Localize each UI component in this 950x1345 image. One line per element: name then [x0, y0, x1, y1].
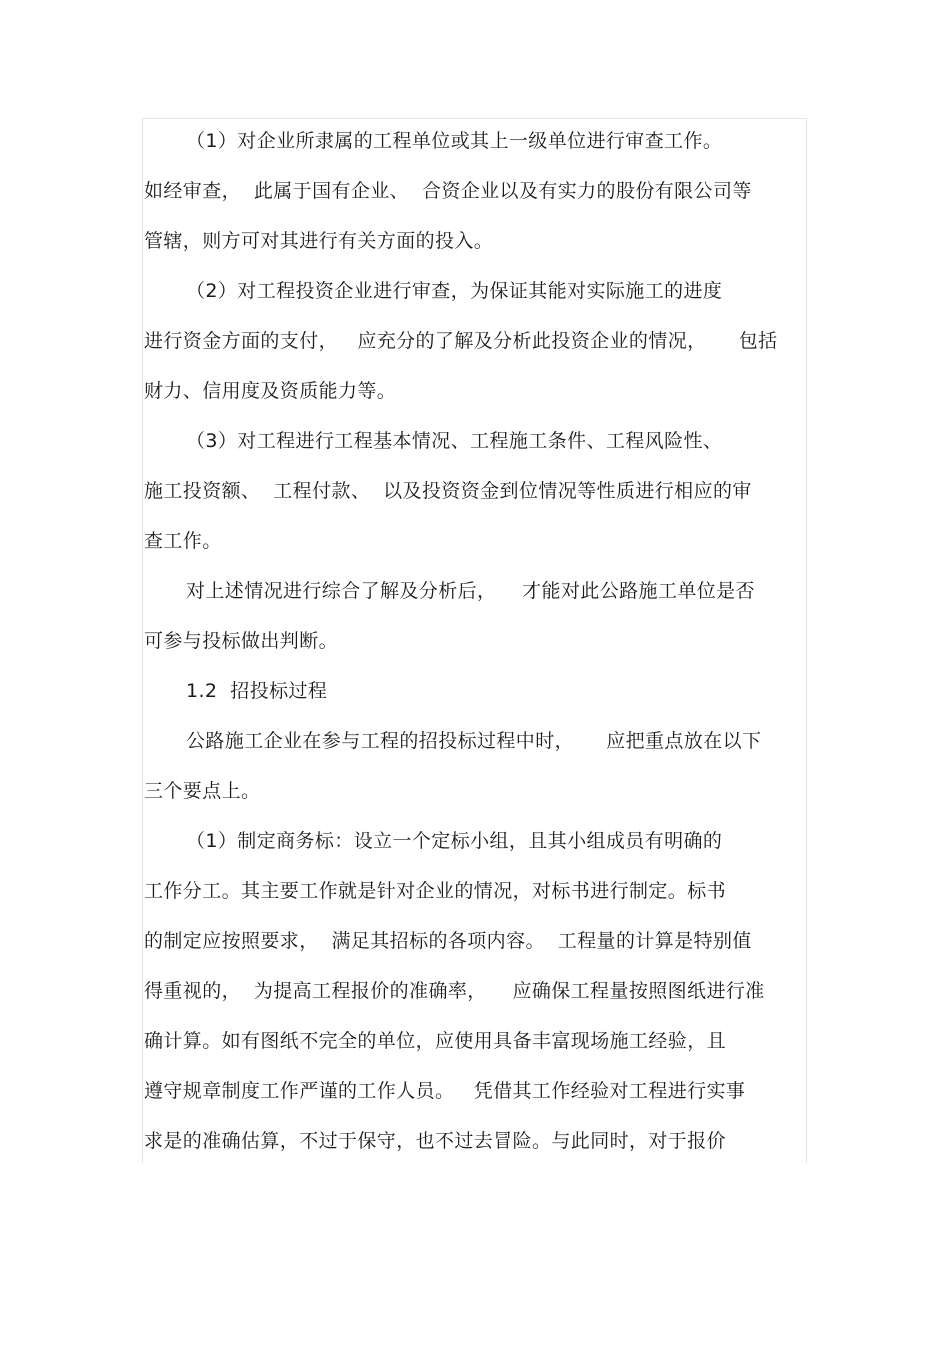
paragraph-line: （2）对工程投资企业进行审查，为保证其能对实际施工的进度: [186, 280, 723, 302]
paragraph-line: 的制定应按照要求， 满足其招标的各项内容。 工程量的计算是特别值: [144, 930, 752, 952]
paragraph-line: 确计算。如有图纸不完全的单位，应使用具备丰富现场施工经验，且: [144, 1030, 727, 1052]
paragraph-line: 财力、信用度及资质能力等。: [144, 380, 397, 402]
paragraph-line: 三个要点上。: [144, 780, 261, 802]
paragraph-line: 进行资金方面的支付， 应充分的了解及分析此投资企业的情况， 包括: [144, 330, 778, 352]
paragraph-line: 遵守规章制度工作严谨的工作人员。 凭借其工作经验对工程进行实事: [144, 1080, 746, 1102]
paragraph-line: 公路施工企业在参与工程的招投标过程中时， 应把重点放在以下: [186, 730, 762, 752]
paragraph-line: 求是的准确估算，不过于保守，也不过去冒险。与此同时，对于报价: [144, 1130, 727, 1152]
paragraph-line: 管辖，则方可对其进行有关方面的投入。: [144, 230, 494, 252]
paragraph-line: 对上述情况进行综合了解及分析后， 才能对此公路施工单位是否: [186, 580, 755, 602]
paragraph-line: 查工作。: [144, 530, 222, 552]
paragraph-line: 如经审查， 此属于国有企业、 合资企业以及有实力的股份有限公司等: [144, 180, 752, 202]
section-heading: 1.2 招投标过程: [186, 680, 328, 702]
paragraph-line: 得重视的， 为提高工程报价的准确率， 应确保工程量按照图纸进行准: [144, 980, 765, 1002]
paragraph-line: 工作分工。其主要工作就是针对企业的情况，对标书进行制定。标书: [144, 880, 727, 902]
paragraph-line: （1）制定商务标：设立一个定标小组，且其小组成员有明确的: [186, 830, 723, 852]
paragraph-line: 施工投资额、 工程付款、 以及投资资金到位情况等性质进行相应的审: [144, 480, 752, 502]
paragraph-line: （3）对工程进行工程基本情况、工程施工条件、工程风险性、: [186, 430, 723, 452]
paragraph-line: 可参与投标做出判断。: [144, 630, 339, 652]
paragraph-line: （1）对企业所隶属的工程单位或其上一级单位进行审查工作。: [186, 130, 723, 152]
